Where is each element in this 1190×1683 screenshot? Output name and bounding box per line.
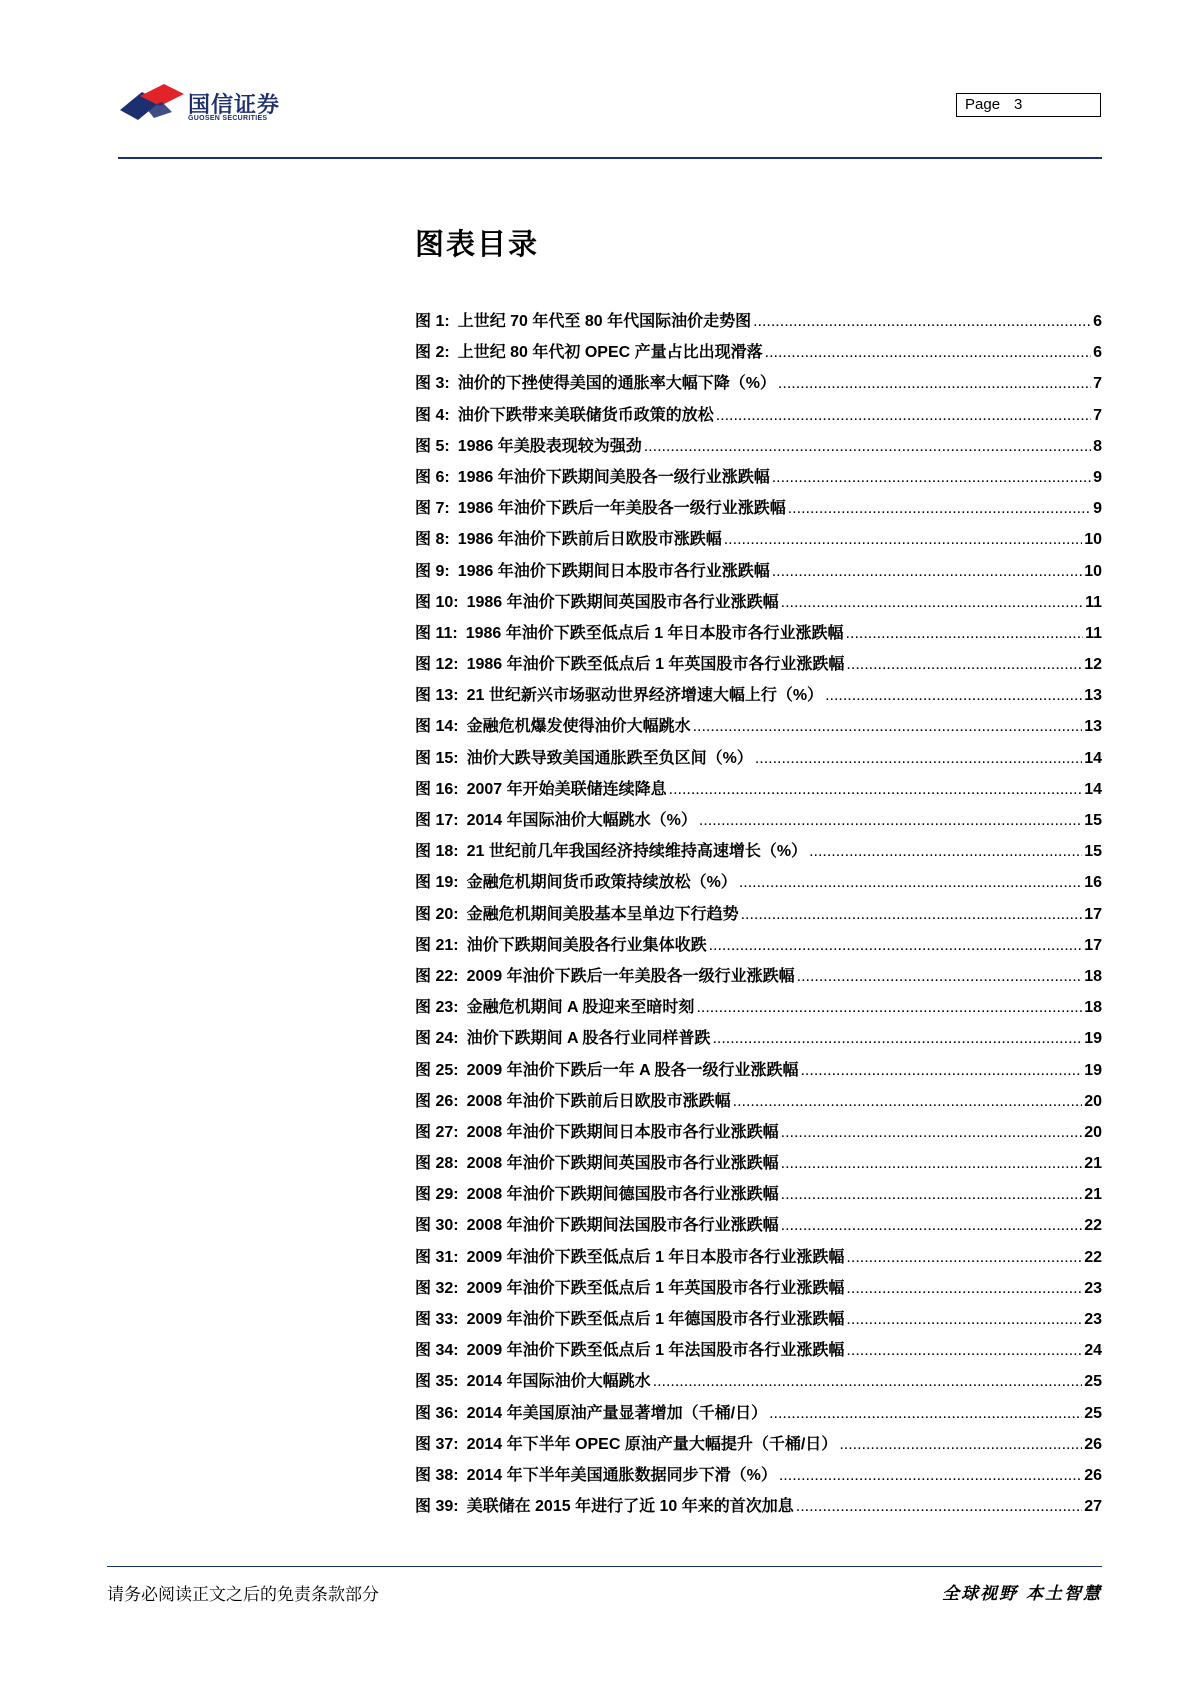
toc-entry[interactable]	[415, 838, 1102, 869]
footer-divider	[107, 1566, 1102, 1567]
toc-entry-page: 11	[1085, 593, 1102, 611]
toc-entry-label: 图 29:	[415, 1186, 459, 1204]
toc-entry-page: 10	[1084, 531, 1102, 549]
toc-entry-label: 图 11:	[415, 624, 458, 642]
toc-entry-label: 图 13:	[415, 687, 459, 705]
toc-entry-leader	[788, 500, 1091, 518]
toc-entry[interactable]	[415, 807, 1102, 838]
toc-entry-page: 26	[1084, 1435, 1102, 1453]
toc-entry-leader	[846, 1249, 1082, 1267]
logo-mark-icon	[120, 84, 184, 124]
toc-entry-leader	[781, 1124, 1083, 1142]
toc-entry-leader	[779, 1467, 1082, 1485]
toc-entry-page: 8	[1093, 437, 1102, 455]
toc-entry[interactable]	[415, 901, 1102, 932]
toc-entry-leader	[781, 1155, 1083, 1173]
toc-entry-page: 6	[1093, 344, 1102, 362]
toc-entry[interactable]	[415, 464, 1102, 495]
toc-entry-page: 17	[1084, 936, 1102, 954]
toc-entry-text: 金融危机期间美股基本呈单边下行趋势	[466, 905, 739, 923]
toc-entry-page: 12	[1084, 656, 1102, 674]
toc-entry-text: 2014 年国际油价大幅跳水	[466, 1373, 651, 1391]
toc-entry-page: 15	[1084, 812, 1102, 829]
toc-entry-label: 图 33:	[415, 1311, 459, 1328]
toc-entry-text: 2008 年油价下跌期间英国股市各行业涨跌幅	[466, 1155, 779, 1173]
toc-entry-label: 图 26:	[415, 1092, 459, 1110]
page-label: Page	[965, 96, 1001, 113]
toc-entry-leader	[696, 999, 1082, 1017]
toc-entry-text: 2014 年下半年美国通胀数据同步下滑（%）	[466, 1466, 777, 1484]
toc-entry-text: 1986 年油价下跌至低点后 1 年日本股市各行业涨跌幅	[465, 624, 844, 642]
toc-entry-leader	[781, 1217, 1083, 1235]
toc-entry-page: 17	[1084, 905, 1102, 923]
toc-entry-label: 图 35:	[415, 1373, 459, 1391]
toc-entry[interactable]	[415, 1181, 1102, 1212]
toc-entry-leader	[797, 968, 1083, 986]
toc-entry[interactable]	[415, 1306, 1102, 1337]
toc-entry-text: 油价下跌期间 A 股各行业同样普跌	[466, 1030, 711, 1048]
toc-entry-text: 1986 年美股表现较为强劲	[457, 437, 642, 455]
toc-entry-text: 金融危机期间 A 股迎来至暗时刻	[466, 999, 695, 1017]
toc-entry-leader	[733, 1093, 1083, 1111]
toc-entry-label: 图 9:	[415, 562, 450, 580]
toc-entry-label: 图 27:	[415, 1123, 459, 1141]
toc-entry-leader	[769, 1405, 1082, 1423]
toc-entry[interactable]	[415, 1244, 1102, 1275]
toc-entry-label: 图 12:	[415, 656, 459, 674]
toc-entry-page: 7	[1093, 406, 1102, 424]
toc-entry-label: 图 22:	[415, 967, 459, 985]
toc-entry[interactable]	[415, 1337, 1102, 1368]
toc-entry-text: 2009 年油价下跌至低点后 1 年日本股市各行业涨跌幅	[466, 1248, 845, 1266]
toc-entry[interactable]	[415, 1400, 1102, 1431]
toc-list	[415, 308, 1102, 1524]
toc-entry-page: 10	[1084, 562, 1102, 580]
toc-entry[interactable]	[415, 1212, 1102, 1243]
toc-entry-page: 19	[1084, 1030, 1102, 1048]
toc-entry-page: 21	[1084, 1186, 1102, 1204]
toc-entry-text: 金融危机爆发使得油价大幅跳水	[466, 718, 691, 736]
toc-entry-text: 2014 年美国原油产量显著增加（千桶/日）	[466, 1404, 768, 1422]
toc-entry-leader	[846, 1280, 1082, 1298]
toc-entry-text: 上世纪 70 年代至 80 年代国际油价走势图	[457, 313, 752, 330]
toc-entry[interactable]	[415, 713, 1102, 744]
toc-entry-leader	[796, 1498, 1082, 1516]
toc-entry-leader	[781, 594, 1083, 612]
toc-entry-leader	[699, 812, 1082, 830]
toc-entry-label: 图 37:	[415, 1435, 459, 1453]
toc-entry-leader	[741, 906, 1083, 924]
toc-entry-text: 油价下跌期间美股各行业集体收跌	[466, 936, 707, 954]
toc-entry-label: 图 32:	[415, 1279, 459, 1297]
toc-entry-label: 图 23:	[415, 999, 459, 1017]
toc-entry-page: 20	[1084, 1092, 1102, 1110]
toc-entry[interactable]	[415, 620, 1102, 651]
toc-entry-page: 13	[1084, 687, 1102, 705]
toc-entry-page: 16	[1084, 874, 1102, 892]
toc-entry[interactable]	[415, 370, 1102, 401]
toc-entry-label: 图 18:	[415, 843, 459, 861]
toc-entry-page: 11	[1085, 624, 1102, 642]
toc-entry-label: 图 39:	[415, 1498, 459, 1516]
toc-entry-leader	[739, 874, 1082, 892]
toc-entry[interactable]	[415, 682, 1102, 713]
toc-entry-page: 15	[1084, 843, 1102, 861]
toc-entry-label: 图 10:	[415, 593, 459, 611]
toc-entry-label: 图 5:	[415, 437, 450, 455]
toc-entry-text: 上世纪 80 年代初 OPEC 产量占比出现滑落	[457, 344, 763, 362]
toc-entry-label: 图 36:	[415, 1404, 459, 1422]
toc-entry-text: 金融危机期间货币政策持续放松（%）	[466, 874, 737, 892]
header-divider	[118, 157, 1102, 159]
toc-entry-leader	[755, 750, 1082, 768]
toc-entry-page: 22	[1084, 1217, 1102, 1235]
toc-entry-text: 2014 年下半年 OPEC 原油产量大幅提升（千桶/日）	[466, 1435, 838, 1453]
toc-entry-leader	[716, 407, 1091, 425]
toc-entry-page: 24	[1084, 1342, 1102, 1360]
toc-entry-label: 图 25:	[415, 1061, 459, 1079]
toc-entry[interactable]	[415, 1119, 1102, 1150]
toc-entry-leader	[644, 438, 1091, 456]
toc-entry-label: 图 20:	[415, 905, 459, 923]
toc-entry-label: 图 17:	[415, 812, 459, 829]
toc-entry-label: 图 7:	[415, 500, 450, 518]
toc-entry-page: 27	[1084, 1498, 1102, 1516]
toc-entry-text: 2009 年油价下跌至低点后 1 年法国股市各行业涨跌幅	[466, 1342, 845, 1360]
toc-entry-text: 2008 年油价下跌期间法国股市各行业涨跌幅	[466, 1217, 779, 1235]
toc-entry[interactable]	[415, 1368, 1102, 1399]
toc-entry-page: 20	[1084, 1123, 1102, 1141]
toc-entry-page: 23	[1084, 1311, 1102, 1328]
toc-entry-leader	[781, 1186, 1083, 1204]
toc-entry[interactable]	[415, 495, 1102, 526]
footer-disclaimer: 请务必阅读正文之后的免责条款部分	[107, 1585, 379, 1605]
toc-entry[interactable]	[415, 402, 1102, 433]
toc-entry[interactable]	[415, 1088, 1102, 1119]
toc-entry-text: 1986 年油价下跌后一年美股各一级行业涨跌幅	[457, 500, 786, 518]
toc-entry-leader	[809, 843, 1082, 861]
toc-entry[interactable]	[415, 994, 1102, 1025]
toc-entry-text: 1986 年油价下跌期间美股各一级行业涨跌幅	[457, 468, 770, 486]
toc-entry-page: 25	[1084, 1404, 1102, 1422]
footer-slogan: 全球视野 本土智慧	[942, 1584, 1102, 1604]
toc-entry-leader	[846, 1311, 1082, 1329]
toc-entry-page: 25	[1084, 1373, 1102, 1391]
toc-entry[interactable]	[415, 589, 1102, 620]
toc-entry-label: 图 24:	[415, 1030, 459, 1048]
toc-entry[interactable]	[415, 1025, 1102, 1056]
toc-entry-leader	[839, 1436, 1082, 1454]
toc-entry-leader	[693, 718, 1083, 736]
toc-title: 图表目录	[415, 227, 540, 261]
toc-entry[interactable]	[415, 308, 1102, 339]
toc-entry-text: 2008 年油价下跌期间德国股市各行业涨跌幅	[466, 1186, 779, 1204]
toc-entry-page: 7	[1093, 375, 1102, 393]
toc-entry-leader	[846, 625, 1084, 643]
toc-entry[interactable]	[415, 1275, 1102, 1306]
toc-entry-text: 1986 年油价下跌期间英国股市各行业涨跌幅	[466, 593, 779, 611]
toc-entry-text: 2009 年油价下跌至低点后 1 年德国股市各行业涨跌幅	[466, 1311, 845, 1328]
toc-entry[interactable]	[415, 1057, 1102, 1088]
toc-entry-page: 9	[1093, 500, 1102, 518]
toc-entry-text: 2009 年油价下跌至低点后 1 年英国股市各行业涨跌幅	[466, 1279, 845, 1297]
toc-entry-leader	[772, 563, 1082, 581]
toc-entry-text: 1986 年油价下跌至低点后 1 年英国股市各行业涨跌幅	[466, 656, 845, 674]
toc-entry-text: 2008 年油价下跌期间日本股市各行业涨跌幅	[466, 1123, 779, 1141]
toc-entry[interactable]	[415, 776, 1102, 807]
toc-entry-label: 图 1:	[415, 313, 450, 330]
toc-entry-text: 美联储在 2015 年进行了近 10 年来的首次加息	[466, 1498, 794, 1516]
toc-entry-text: 21 世纪新兴市场驱动世界经济增速大幅上行（%）	[466, 687, 824, 705]
toc-entry-page: 26	[1084, 1466, 1102, 1484]
toc-entry[interactable]	[415, 1150, 1102, 1181]
toc-entry-label: 图 30:	[415, 1217, 459, 1235]
toc-entry-leader	[709, 937, 1083, 955]
toc-entry-leader	[724, 531, 1082, 549]
toc-entry-leader	[772, 469, 1091, 487]
toc-entry-leader	[800, 1062, 1082, 1080]
toc-entry-leader	[846, 1342, 1082, 1360]
toc-entry-text: 1986 年油价下跌前后日欧股市涨跌幅	[457, 531, 722, 549]
toc-entry-leader	[825, 687, 1082, 705]
toc-entry-label: 图 38:	[415, 1466, 459, 1484]
page-number: 3	[1014, 96, 1023, 113]
toc-entry-text: 1986 年油价下跌期间日本股市各行业涨跌幅	[457, 562, 770, 580]
brand-logo	[120, 84, 300, 128]
toc-entry[interactable]	[415, 558, 1102, 589]
toc-entry-page: 23	[1084, 1279, 1102, 1297]
toc-entry-text: 2009 年油价下跌后一年 A 股各一级行业涨跌幅	[466, 1061, 799, 1079]
toc-entry-leader	[765, 344, 1091, 362]
toc-entry-text: 油价的下挫使得美国的通胀率大幅下降（%）	[457, 375, 776, 393]
toc-entry-page: 18	[1084, 999, 1102, 1017]
toc-entry-label: 图 16:	[415, 780, 459, 798]
toc-entry-label: 图 19:	[415, 874, 459, 892]
toc-entry-page: 18	[1084, 967, 1102, 985]
toc-entry-page: 19	[1084, 1061, 1102, 1079]
toc-entry-label: 图 21:	[415, 936, 459, 954]
toc-entry[interactable]	[415, 1462, 1102, 1493]
toc-entry-label: 图 15:	[415, 749, 459, 767]
toc-entry-leader	[669, 781, 1083, 799]
toc-entry-text: 油价大跌导致美国通胀跌至负区间（%）	[466, 749, 753, 767]
toc-entry-label: 图 6:	[415, 468, 450, 486]
toc-entry-page: 6	[1093, 313, 1102, 330]
toc-entry[interactable]	[415, 745, 1102, 776]
toc-entry-leader	[753, 313, 1091, 331]
page-indicator	[956, 93, 1101, 117]
toc-entry-page: 13	[1084, 718, 1102, 736]
toc-entry-text: 2008 年油价下跌前后日欧股市涨跌幅	[466, 1092, 731, 1110]
toc-entry-page: 9	[1093, 468, 1102, 486]
toc-entry-page: 21	[1084, 1155, 1102, 1173]
toc-entry[interactable]	[415, 433, 1102, 464]
toc-entry[interactable]	[415, 1493, 1102, 1524]
toc-entry-page: 22	[1084, 1248, 1102, 1266]
toc-entry[interactable]	[415, 526, 1102, 557]
toc-entry-leader	[712, 1030, 1082, 1048]
toc-entry[interactable]	[415, 339, 1102, 370]
toc-entry-leader	[846, 656, 1082, 674]
toc-entry[interactable]	[415, 932, 1102, 963]
toc-entry-label: 图 28:	[415, 1155, 459, 1173]
toc-entry-label: 图 4:	[415, 406, 450, 424]
toc-entry-page: 14	[1084, 749, 1102, 767]
toc-entry[interactable]	[415, 963, 1102, 994]
toc-entry-text: 2014 年国际油价大幅跳水（%）	[466, 812, 697, 829]
toc-entry-label: 图 31:	[415, 1248, 459, 1266]
brand-name-en: GUOSEN SECURITIES	[188, 115, 268, 122]
toc-entry-text: 2007 年开始美联储连续降息	[466, 780, 667, 798]
toc-entry[interactable]	[415, 869, 1102, 900]
toc-entry-text: 2009 年油价下跌后一年美股各一级行业涨跌幅	[466, 967, 795, 985]
toc-entry[interactable]	[415, 651, 1102, 682]
toc-entry-page: 14	[1084, 780, 1102, 798]
toc-entry-leader	[778, 375, 1091, 393]
toc-entry-label: 图 8:	[415, 531, 450, 549]
toc-entry-label: 图 3:	[415, 375, 450, 393]
toc-entry-leader	[653, 1373, 1083, 1391]
toc-entry-label: 图 34:	[415, 1342, 459, 1360]
toc-entry-label: 图 14:	[415, 718, 459, 736]
brand-name-cn: 国信证券	[188, 92, 281, 117]
toc-entry-text: 油价下跌带来美联储货币政策的放松	[457, 406, 714, 424]
toc-entry-label: 图 2:	[415, 344, 450, 362]
toc-entry-text: 21 世纪前几年我国经济持续维持高速增长（%）	[466, 843, 808, 861]
toc-entry[interactable]	[415, 1431, 1102, 1462]
